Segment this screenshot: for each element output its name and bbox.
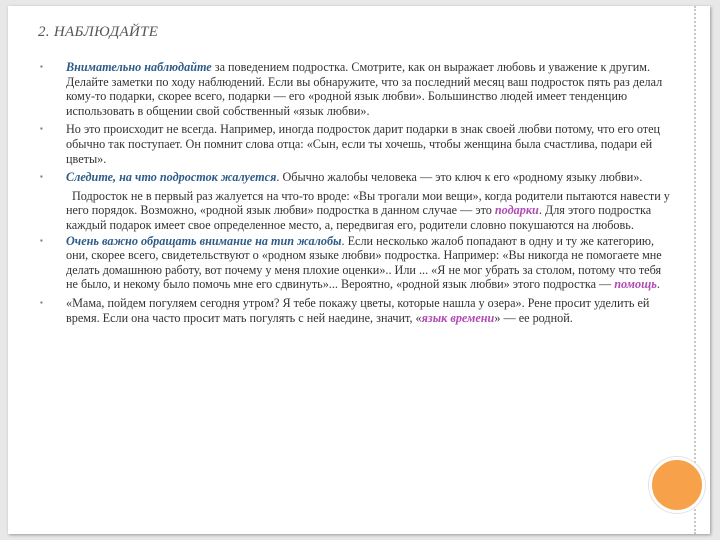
bullet-icon: ▪ — [40, 62, 43, 71]
item-text: . Обычно жалобы человека — это ключ к его «родному языку любви». — [276, 170, 643, 185]
paragraph-text: Подросток не в первый раз жалуется на что-то вроде: «Вы трогали мои вещи», когда родители пытаются навести у него порядок. Возможно, «родной язык любви» подростка в данном случае — это — [66, 188, 670, 218]
highlight-text: подарки — [494, 203, 539, 218]
slide-title: 2. НАБЛЮДАЙТЕ — [38, 24, 159, 40]
emphasis-text: Следите, на что подросток жалуется — [66, 170, 277, 185]
item-text: . Если несколько жалоб попадают в одну и ту же категорию, они, скорее всего, свидетельствуют о «родном языке любви» подростка. Например: «Вы никогда не помогаете мне делать домашнюю работу, вот почему у меня плохие оценки».. Или ... «Я не мог убрать за столом, потому что тебя не было, и некому было помочь мне его сдвинуть»... Вероятно, «родной язык любви» этого подростка — — [66, 233, 662, 292]
emphasis-text: Очень важно обращать внимание на тип жалобы — [66, 233, 342, 248]
item-text: за поведением подростка. Смотрите, как он выражает любовь и уважение к другим. Делайте заметки по ходу наблюдений. Если вы обнаружите, что за последний месяц ваш подросток пять раз делал кому-то подарки, скорее всего, подарки — его «родной язык любви». Большинство людей имеет тенденцию использовать в общении свой собственный «язык любви». — [66, 60, 663, 118]
bullet-item-3 — [40, 170, 674, 185]
bullet-item-4 — [40, 233, 674, 292]
bullet-item-5 — [40, 295, 674, 325]
dotted-divider-line — [694, 6, 696, 534]
bullet-icon: ▪ — [40, 297, 43, 307]
item-text: Но это происходит не всегда. Например, иногда подросток дарит подарки в знак своей любви потому, что его отец обычно так поступает. Он помнит слова отца: «Сын, если ты хочешь, чтобы женщина была счастлива, подари ей цветы». — [66, 122, 661, 166]
decorative-circle — [649, 457, 705, 513]
bullet-icon: ▪ — [40, 172, 43, 182]
paragraph-text-end: . Для этого подростка каждый подарок имеет свое определенное место, а, передвигая его, родители словно покушаются на любовь. — [66, 203, 652, 232]
item-tail: . — [656, 277, 660, 292]
bullet-icon: ▪ — [40, 235, 43, 245]
paragraph — [66, 189, 674, 233]
item-text: «Мама, пойдем погуляем сегодня утром? Я тебе покажу цветы, которые нашла у озера». Рене просит уделить ей время. Если она часто просит мать погулять с ней наедине, значит, « — [66, 295, 650, 325]
bullet-item-2 — [40, 122, 674, 166]
highlight-text: язык времени — [421, 310, 495, 325]
bullet-icon: ▪ — [40, 124, 43, 134]
bullet-item-1 — [40, 60, 674, 118]
slide — [8, 6, 710, 534]
emphasis-text: Внимательно наблюдайте — [66, 60, 212, 74]
item-tail: » — ее родной. — [494, 310, 573, 325]
highlight-text: помощь — [614, 277, 657, 292]
slide-content — [40, 60, 674, 329]
